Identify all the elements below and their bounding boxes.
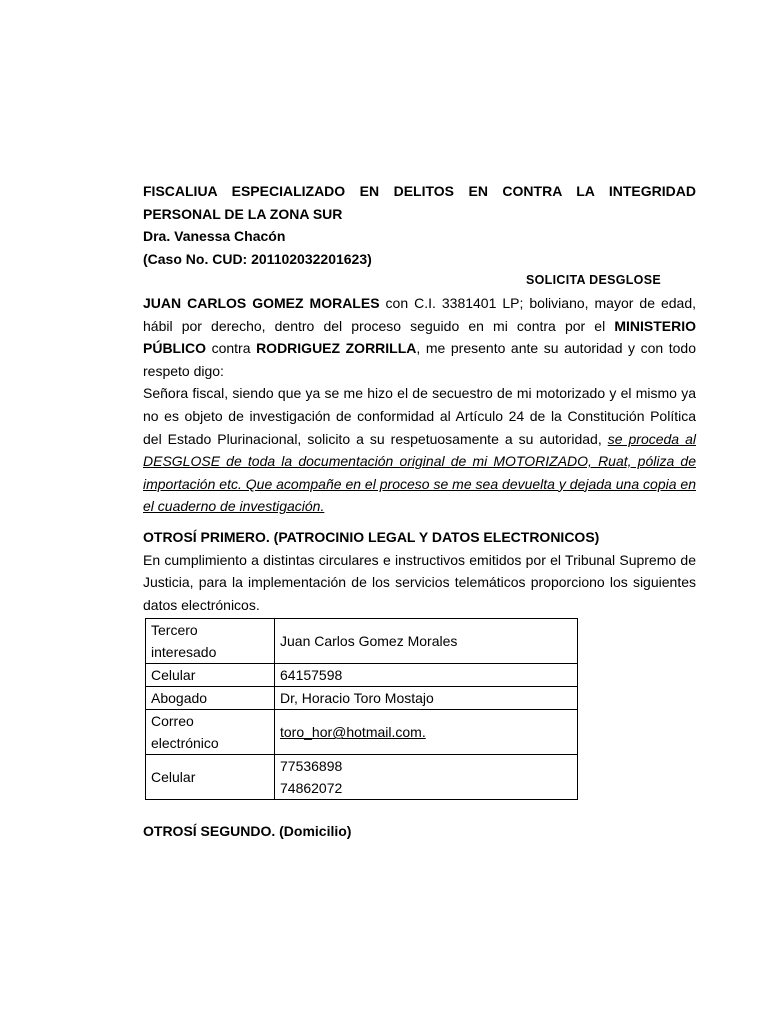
petitioner-name: JUAN CARLOS GOMEZ MORALES (143, 294, 380, 311)
document-page (143, 180, 696, 843)
table-cell-value: 64157598 (275, 664, 578, 687)
ministerio-publico: MINISTERIO PÚBLICO (143, 317, 696, 357)
otrosi-primero-text: En cumplimiento a distintas circulares e instructivos emitidos por el Tribunal Supremo de Justicia, para la implementación de los servicios telemáticos proporciono los siguientes datos electrónicos. (143, 551, 696, 613)
otrosi-primero-title: OTROSÍ PRIMERO. (PATROCINIO LEGAL Y DATOS ELECTRONICOS) (143, 528, 600, 545)
table-cell-value: Dr, Horacio Toro Mostajo (275, 687, 578, 710)
table-cell-label: Celular (146, 755, 275, 800)
contact-table (145, 618, 578, 800)
table-cell-label: Celular (146, 664, 275, 687)
table-row (146, 687, 578, 710)
table-cell-value: Juan Carlos Gomez Morales (275, 619, 578, 664)
accuser-name: RODRIGUEZ ZORRILLA (256, 340, 417, 357)
table-row (146, 710, 578, 755)
header-line-1: FISCALIUA ESPECIALIZADO EN DELITOS EN CONTRA LA INTEGRIDAD (143, 183, 696, 199)
table-cell-label: Correo electrónico (146, 710, 275, 755)
intro-text-b: , me presento ante su autoridad y con todo respeto digo: (143, 340, 697, 379)
request-emphasis: se proceda al DESGLOSE de toda la documentación original de mi MOTORIZADO, Ruat, póliza de importación etc. Que acompañe en el proceso se me sea devuelta y dejada una copia en el cuaderno de investigación. (143, 430, 696, 515)
case-number: (Caso No. CUD: 201102032201623) (143, 250, 372, 267)
paragraph-request (143, 382, 696, 518)
table-row (146, 664, 578, 687)
intro-text-a: con C.I. 3381401 LP; boliviano, mayor de edad, hábil por derecho, dentro del proceso seguido en mi contra por el (143, 294, 697, 334)
header-line-2: PERSONAL DE LA ZONA SUR (143, 205, 343, 222)
addressee: Dra. Vanessa Chacón (143, 228, 286, 245)
paragraph-intro (143, 292, 696, 382)
table-cell-label: Abogado (146, 687, 275, 710)
table-cell-label: Tercero interesado (146, 619, 275, 664)
table-row (146, 755, 578, 800)
table-row (146, 619, 578, 664)
email-link[interactable]: toro_hor@hotmail.com. (275, 710, 578, 755)
request-text: Señora fiscal, siendo que ya se me hizo el de secuestro de mi motorizado y el mismo ya no es objeto de investigación de conformidad al Artículo 24 de la Constitución Política del Estado Plurinacional, solicito a su respetuosamente a su autoridad, (143, 385, 696, 447)
request-title: SOLICITA DESGLOSE (526, 273, 661, 288)
contra-text: contra (206, 340, 257, 357)
otrosi-segundo-title: OTROSÍ SEGUNDO. (Domicilio) (143, 823, 352, 840)
table-cell-value: 77536898 74862072 (275, 755, 578, 800)
